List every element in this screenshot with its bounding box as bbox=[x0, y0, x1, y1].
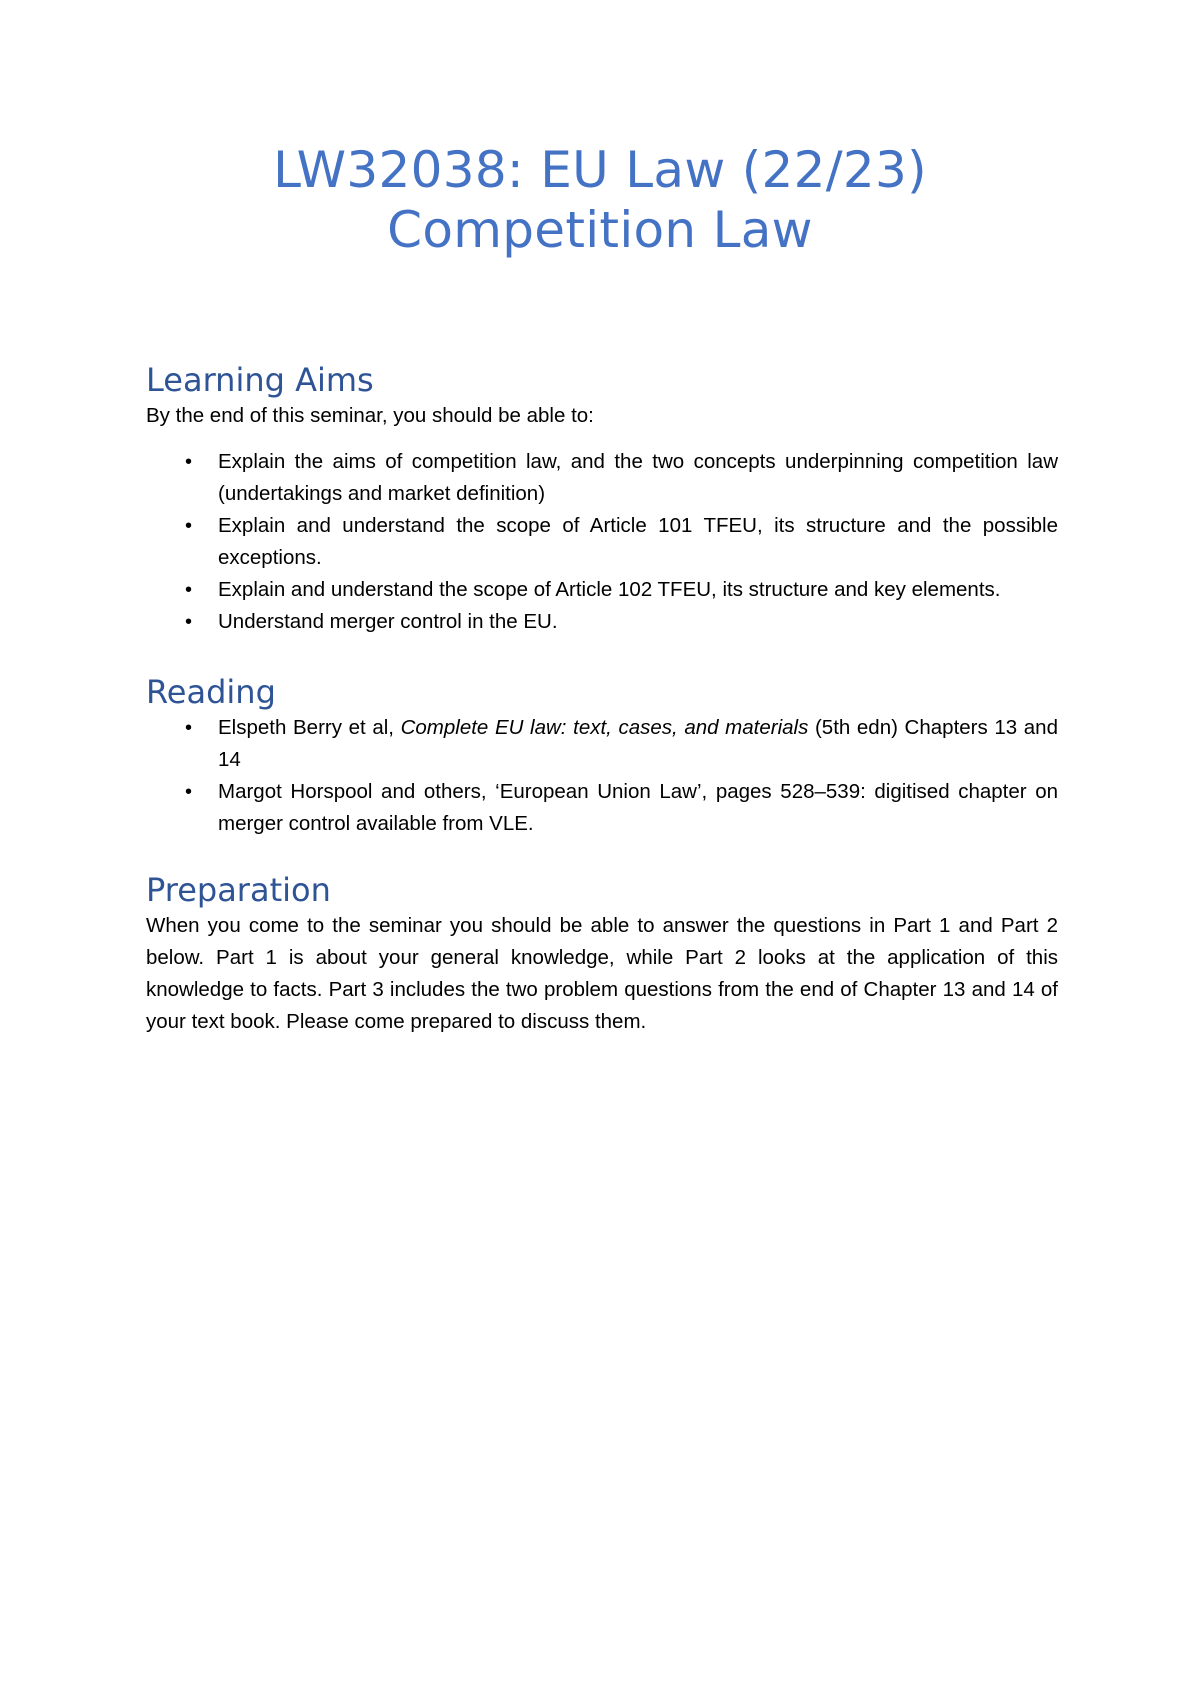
list-item bbox=[146, 574, 1058, 606]
list-item bbox=[146, 446, 1058, 510]
reading-heading: Reading bbox=[146, 673, 276, 711]
bullet-icon: • bbox=[185, 781, 193, 803]
list-item-text: Explain and understand the scope of Article 101 TFEU, its structure and the possible exceptions. bbox=[218, 514, 1058, 569]
title-topic: Competition Law bbox=[387, 201, 813, 259]
preparation-text: When you come to the seminar you should be able to answer the questions in Part 1 and Part 2 below. Part 1 is about your general knowledge, while Part 2 looks at the application of this knowledge to facts. Part 3 includes the two problem questions from the end of Chapter 13 and 14 of your text book. Please come prepared to discuss them. bbox=[146, 914, 1058, 1033]
list-item bbox=[146, 606, 1058, 638]
learning-aims-heading: Learning Aims bbox=[146, 361, 374, 399]
reading-citation: Margot Horspool and others, ‘European Union Law’, pages 528–539: digitised chapter on merger control available from VLE. bbox=[218, 780, 1058, 835]
bullet-icon: • bbox=[185, 451, 193, 473]
list-item bbox=[146, 510, 1058, 574]
preparation-heading: Preparation bbox=[146, 871, 331, 909]
bullet-icon: • bbox=[185, 579, 193, 601]
preparation-section bbox=[146, 870, 1058, 1038]
bullet-icon: • bbox=[185, 717, 193, 739]
reading-citation-book-title: Complete EU law: text, cases, and materials bbox=[400, 716, 809, 739]
learning-aims-list bbox=[146, 446, 1058, 638]
title-course-code: LW32038: EU Law (22/23) bbox=[273, 141, 927, 199]
bullet-icon: • bbox=[185, 611, 193, 633]
list-item-text: Understand merger control in the EU. bbox=[218, 610, 558, 633]
list-item bbox=[146, 776, 1058, 840]
reading-list bbox=[146, 712, 1058, 840]
reading-section bbox=[146, 672, 1058, 840]
list-item-text: Explain the aims of competition law, and the two concepts underpinning competition law (undertakings and market definition) bbox=[218, 450, 1058, 505]
bullet-icon: • bbox=[185, 515, 193, 537]
learning-aims-section bbox=[146, 360, 1058, 638]
list-item bbox=[146, 712, 1058, 776]
reading-citation-author: Elspeth Berry et al, bbox=[218, 716, 401, 739]
document-title bbox=[0, 140, 1200, 260]
reading-citation-details: (5th edn) Chapters 13 and 14 bbox=[218, 716, 1058, 771]
document-body bbox=[146, 360, 1058, 1038]
learning-aims-intro: By the end of this seminar, you should be able to: bbox=[146, 404, 594, 427]
list-item-text: Explain and understand the scope of Article 102 TFEU, its structure and key elements. bbox=[218, 578, 1001, 601]
